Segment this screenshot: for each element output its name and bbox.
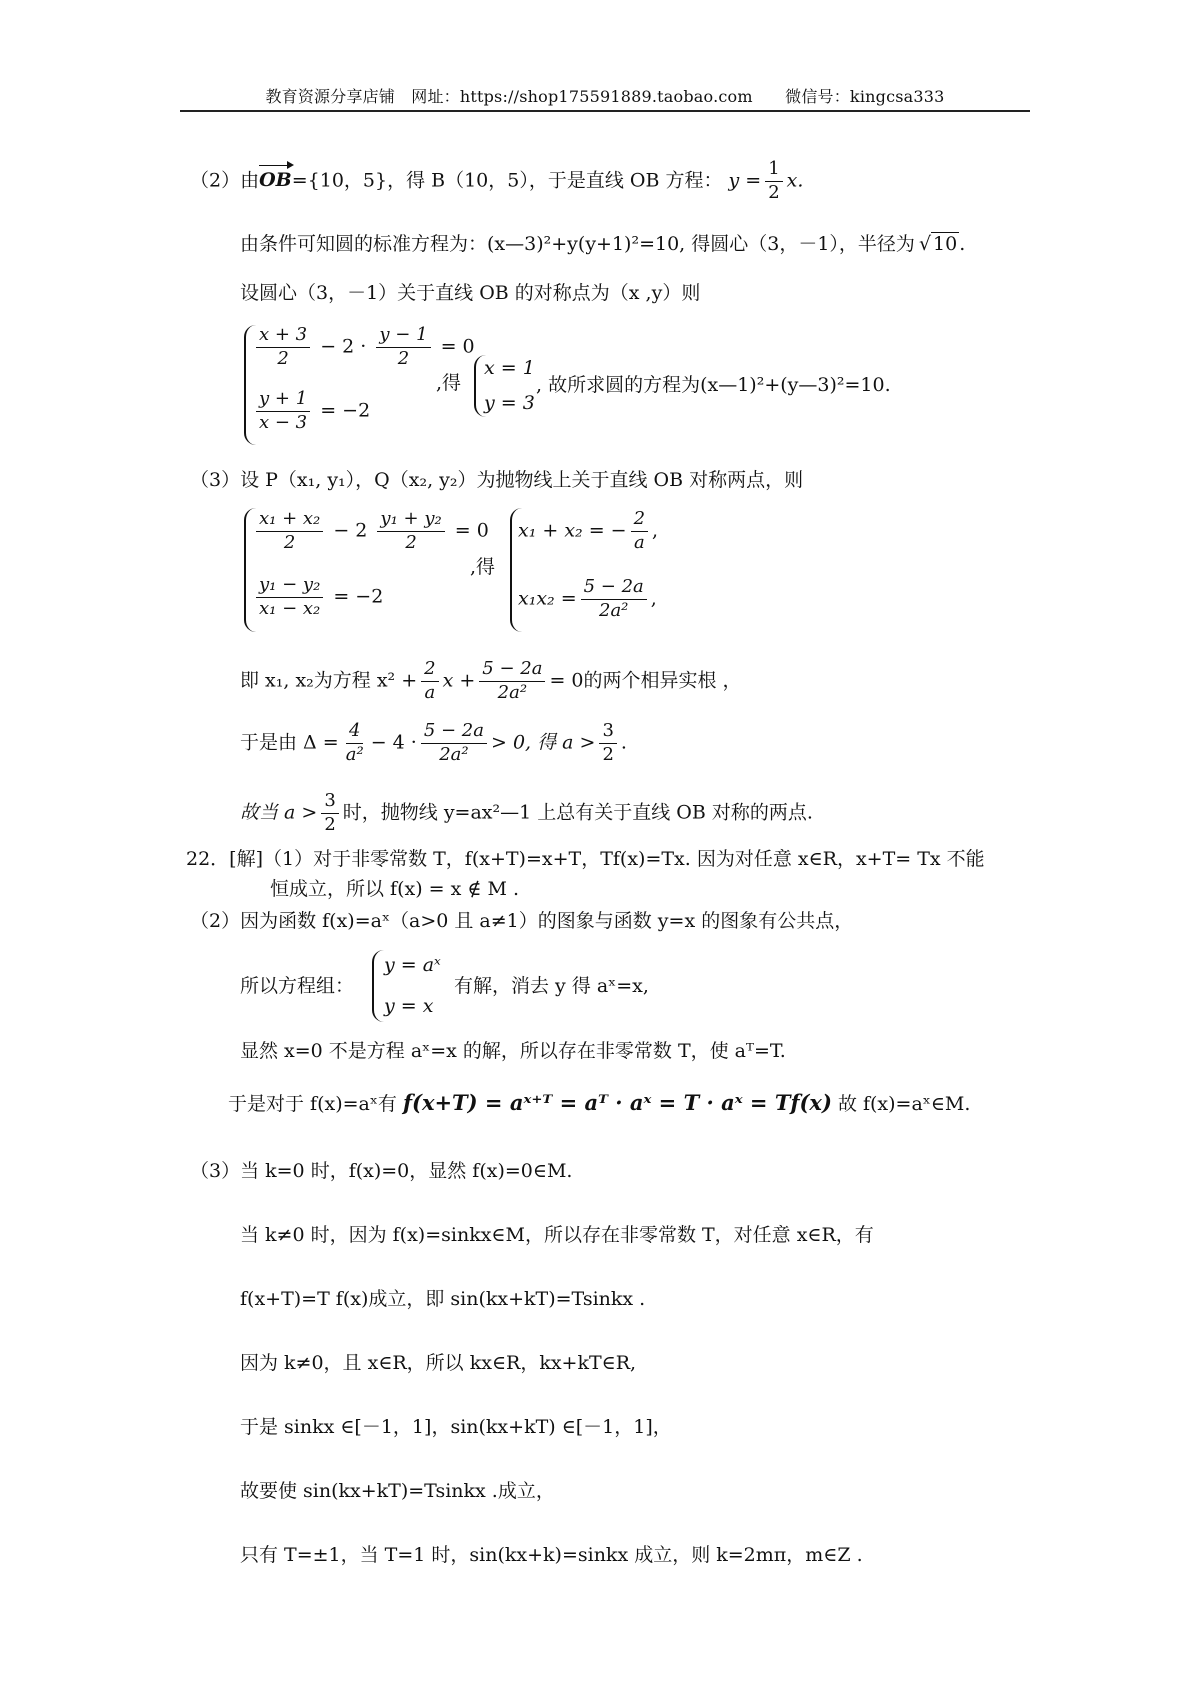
systemA-row2 <box>252 576 383 619</box>
q22-kn0: 当 k≠0 时，因为 f(x)=sinkx∈M，所以存在非零常数 T，对任意 x∈R，有 <box>240 1224 874 1246</box>
sysA-frac1 <box>256 510 323 553</box>
roots-frac2-den: 2a² <box>497 681 528 703</box>
roots-frac1 <box>421 660 438 703</box>
sysA-frac1-num: x₁ + x₂ <box>256 510 323 532</box>
sys1-frac3 <box>256 390 310 433</box>
final-b: 时，抛物线 y=ax²—1 上总有关于直线 OB 对称的两点. <box>342 801 813 824</box>
roots-frac1-num: 2 <box>421 660 438 682</box>
sysA-frac2-num: y₁ + y₂ <box>377 510 444 532</box>
sysB-frac2 <box>581 578 647 621</box>
sysA-mid: − 2 <box>333 519 368 542</box>
roots-line <box>240 660 742 703</box>
header-rule <box>180 110 1030 112</box>
sysB-frac1-num: 2 <box>631 510 648 532</box>
q22-line1: 22．[解]（1）对于非零常数 T，f(x+T)=x+T，Tf(x)=Tx. 因为对任意 x∈R，x+T= Tx 不能 <box>186 848 985 870</box>
circle-conclusion: , 故所求圆的方程为(x—1)²+(y—3)²=10. <box>536 374 891 396</box>
q22-only: 只有 T=±1，当 T=1 时，sin(kx+k)=sinkx 成立，则 k=2mπ，m∈Z . <box>240 1544 863 1566</box>
q22-need: 故要使 sin(kx+kT)=Tsinkx .成立， <box>240 1480 555 1502</box>
system1-row2 <box>252 390 370 433</box>
delta-frac2-num: 5 − 2a <box>421 722 487 744</box>
final-line <box>240 792 813 835</box>
delta-frac3 <box>599 722 616 765</box>
delta-frac1-num: 4 <box>346 722 363 744</box>
delta-c: > 0, 得 a > <box>491 731 596 754</box>
delta-a: 于是由 Δ = <box>240 731 339 754</box>
symmetric-point-line: 设圆心（3，－1）关于直线 OB 的对称点为（x ,y）则 <box>240 282 701 304</box>
delta-line <box>240 722 627 765</box>
sysA-frac3 <box>256 576 323 619</box>
page-header: 教育资源分享店铺 网址：https://shop175591889.taobao.com 微信号：kingcsa333 <box>265 87 945 106</box>
sys1-end: = 0 <box>440 335 475 358</box>
sys1-frac2-num: y − 1 <box>376 326 430 348</box>
systemB-row1 <box>518 510 658 553</box>
part3-intro: （3）设 P（x₁, y₁），Q（x₂, y₂）为抛物线上关于直线 OB 对称两点，则 <box>190 469 804 491</box>
q22-then-eq: f(x+T) = aˣ⁺ᵀ = aᵀ · aˣ = T · aˣ = Tf(x) <box>402 1090 832 1115</box>
part2-intro-a: （2）由 <box>190 169 260 192</box>
sysA-frac3-den: x₁ − x₂ <box>259 597 321 619</box>
roots-a: 即 x₁, x₂为方程 x² + <box>240 669 418 692</box>
final-frac <box>321 792 338 835</box>
systemB-row2 <box>518 578 657 621</box>
circle-eq-line <box>240 233 965 256</box>
circle-eq-text: 由条件可知圆的标准方程为：(x—3)²+y(y+1)²=10, 得圆心（3，－1），半径为 <box>240 233 915 255</box>
ob-vector: OB <box>259 169 292 192</box>
roots-frac2-num: 5 − 2a <box>479 660 545 682</box>
get-label-2: ,得 <box>470 556 496 578</box>
sys1-mid: − 2 · <box>320 335 367 358</box>
half-num: 1 <box>765 160 782 182</box>
q22-range: 于是 sinkx ∈[－1，1]，sin(kx+kT) ∈[－1，1]， <box>240 1416 672 1438</box>
sysB-frac1-den: a <box>633 531 645 553</box>
q22-sys-row2: y = x <box>384 995 434 1017</box>
systemA-row1 <box>252 510 489 553</box>
sysA-frac2 <box>377 510 444 553</box>
sysA-end: = 0 <box>454 519 489 542</box>
sys1-frac1-den: 2 <box>277 347 289 369</box>
sysA-r2-end: = −2 <box>333 585 384 608</box>
final-a: 故当 a > <box>240 801 318 824</box>
sysB-r1-lhs: x₁ + x₂ = − <box>518 519 627 542</box>
q22-sys-post: 有解，消去 y 得 aˣ=x, <box>454 975 649 997</box>
sysB-frac2-den: 2a² <box>599 599 629 621</box>
part2-ob-line <box>190 160 803 203</box>
sysA-frac1-den: 2 <box>283 531 296 553</box>
half-fraction <box>765 160 782 203</box>
q22-then-line <box>228 1090 970 1116</box>
q22-part2-intro: （2）因为函数 f(x)=aˣ（a>0 且 a≠1）的图象与函数 y=x 的图象有公共点， <box>190 910 854 932</box>
roots-frac2 <box>479 660 545 703</box>
delta-frac1-den: a² <box>345 743 364 765</box>
delta-frac2 <box>421 722 487 765</box>
delta-d: . <box>620 731 627 754</box>
q22-k0: （3）当 k=0 时，f(x)=0，显然 f(x)=0∈M. <box>190 1160 573 1182</box>
eq-y: y = <box>728 169 762 192</box>
q22-then-b: 故 f(x)=aˣ∈M. <box>837 1093 971 1115</box>
q22-system-brace <box>372 950 384 1022</box>
q22-sys-row1: y = aˣ <box>384 954 441 976</box>
sys1-r2-end: = −2 <box>320 399 371 422</box>
part2-intro-b: ={10，5}，得 B（10，5），于是直线 OB 方程： <box>291 169 723 192</box>
solution-row1: x = 1 <box>484 357 535 379</box>
q22-eq: f(x+T)=T f(x)成立，即 sin(kx+kT)=Tsinkx . <box>240 1288 646 1310</box>
q22-because: 因为 k≠0，且 x∈R，所以 kx∈R，kx+kT∈R, <box>240 1352 637 1374</box>
sysB-frac1 <box>631 510 648 553</box>
q22-obvious: 显然 x=0 不是方程 aˣ=x 的解，所以存在非零常数 T，使 aᵀ=T. <box>240 1040 786 1062</box>
sysB-frac2-num: 5 − 2a <box>581 578 647 600</box>
half-den: 2 <box>768 181 780 203</box>
delta-b: − 4 · <box>370 731 417 754</box>
delta-frac2-den: 2a² <box>439 743 469 765</box>
sys1-frac1-num: x + 3 <box>256 326 310 348</box>
delta-frac3-num: 3 <box>599 722 616 744</box>
roots-b: x + <box>442 669 476 692</box>
sqrt-radicand: 10 <box>933 233 958 255</box>
q22-sys-pre: 所以方程组： <box>240 975 355 997</box>
final-frac-num: 3 <box>321 792 338 814</box>
q22-line2: 恒成立，所以 f(x) = x ∉ M . <box>270 878 520 900</box>
get-label-1: ,得 <box>436 372 462 394</box>
sys1-frac2-den: 2 <box>397 347 410 369</box>
final-frac-den: 2 <box>324 813 336 835</box>
roots-frac1-den: a <box>424 681 436 703</box>
roots-c: = 0的两个相异实根 ， <box>549 669 742 692</box>
delta-frac3-den: 2 <box>602 743 614 765</box>
sys1-frac1 <box>256 326 310 369</box>
sysA-frac3-num: y₁ − y₂ <box>256 576 323 598</box>
sys1-frac2 <box>376 326 430 369</box>
sys1-frac3-num: y + 1 <box>256 390 310 412</box>
system1-row1 <box>252 326 475 369</box>
delta-frac1 <box>343 722 367 765</box>
sysB-r2-end: , <box>650 587 657 610</box>
sysB-r2-lhs: x₁x₂ = <box>518 587 577 610</box>
solution-row2: y = 3 <box>484 392 535 414</box>
sysB-r1-end: , <box>652 519 659 542</box>
sqrt-sign: √ <box>918 233 932 255</box>
circle-eq-end: . <box>959 233 966 255</box>
q22-then-a: 于是对于 f(x)=aˣ有 <box>228 1093 397 1115</box>
sys1-frac3-den: x − 3 <box>259 411 308 433</box>
eq-x: x. <box>786 169 804 192</box>
sysA-frac2-den: 2 <box>405 531 417 553</box>
